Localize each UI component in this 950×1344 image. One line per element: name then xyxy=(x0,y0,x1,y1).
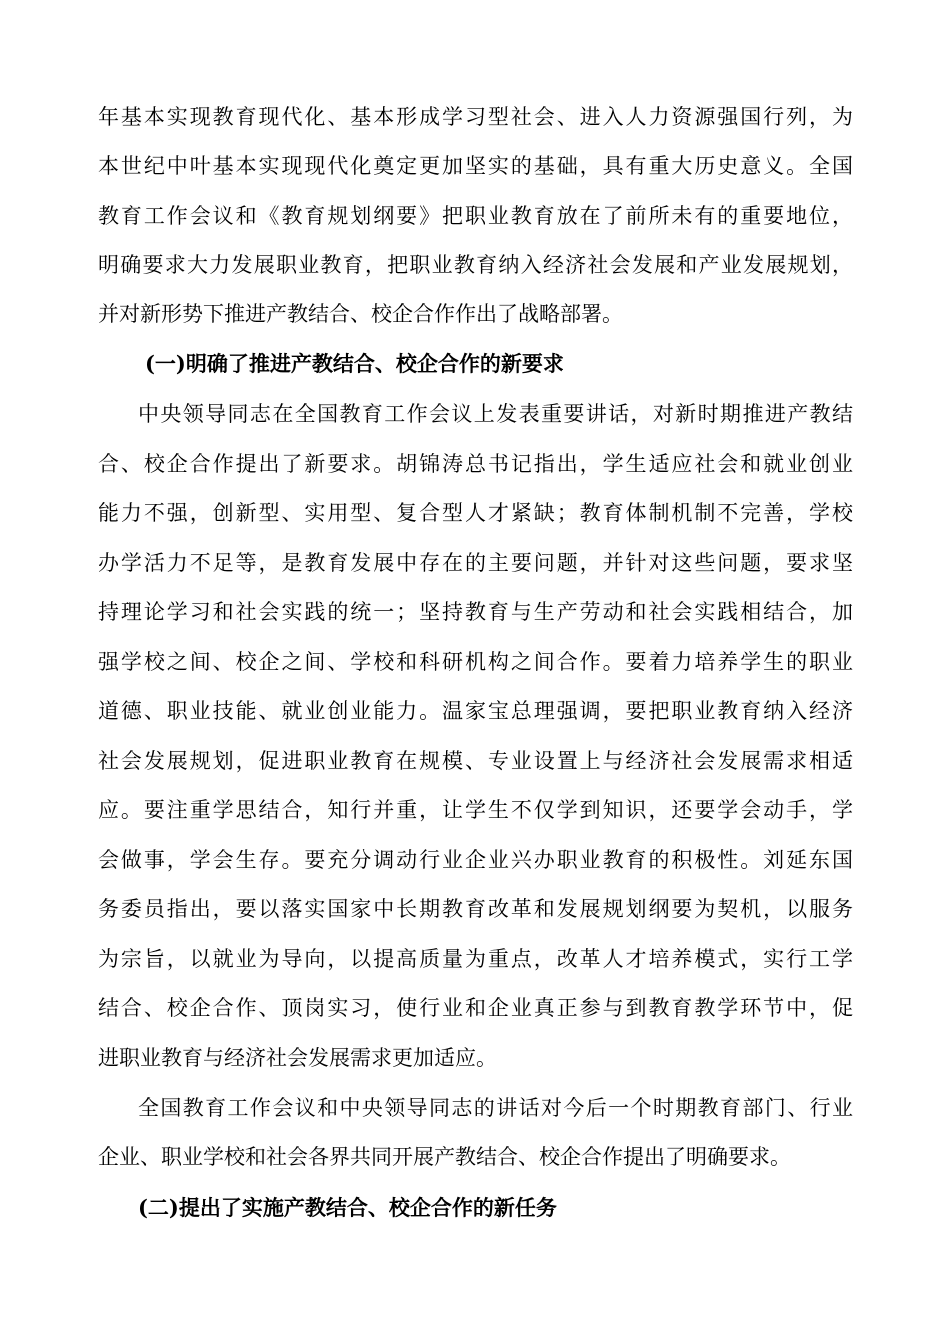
intro-line-2: 本世纪中叶基本实现现代化奠定更加坚实的基础，具有重大历史意义。全国 xyxy=(98,154,853,178)
intro-line-1: 年基本实现教育现代化、基本形成学习型社会、进入人力资源强国行列，为 xyxy=(98,105,853,129)
para2-line-2: 企业、职业学校和社会各界共同开展产教结合、校企合作提出了明确要求。 xyxy=(98,1145,791,1169)
para1-line-1: 中央领导同志在全国教育工作会议上发表重要讲话，对新时期推进产教结 xyxy=(138,402,853,426)
para1-line-7: 道德、职业技能、就业创业能力。温家宝总理强调，要把职业教育纳入经济 xyxy=(98,699,853,723)
para1-line-11: 务委员指出，要以落实国家中长期教育改革和发展规划纲要为契机，以服务 xyxy=(98,897,853,921)
section-heading-2: (二)提出了实施产教结合、校企合作的新任务 xyxy=(138,1195,557,1220)
intro-line-3: 教育工作会议和《教育规划纲要》把职业教育放在了前所未有的重要地位， xyxy=(98,204,853,228)
para1-line-8: 社会发展规划，促进职业教育在规模、专业设置上与经济社会发展需求相适 xyxy=(98,749,853,773)
para1-line-13: 结合、校企合作、顶岗实习，使行业和企业真正参与到教育教学环节中，促 xyxy=(98,996,853,1020)
para1-line-9: 应。要注重学思结合，知行并重，让学生不仅学到知识，还要学会动手，学 xyxy=(98,798,853,822)
section-heading-1: (一)明确了推进产教结合、校企合作的新要求 xyxy=(145,351,564,376)
para2-line-1: 全国教育工作会议和中央领导同志的讲话对今后一个时期教育部门、行业 xyxy=(138,1096,853,1120)
para1-line-10: 会做事，学会生存。要充分调动行业企业兴办职业教育的积极性。刘延东国 xyxy=(98,848,853,872)
para1-line-14: 进职业教育与经济社会发展需求更加适应。 xyxy=(98,1046,497,1070)
para1-line-2: 合、校企合作提出了新要求。胡锦涛总书记指出，学生适应社会和就业创业 xyxy=(98,452,853,476)
para1-line-12: 为宗旨，以就业为导向，以提高质量为重点，改革人才培养模式，实行工学 xyxy=(98,947,853,971)
para1-line-3: 能力不强，创新型、实用型、复合型人才紧缺；教育体制机制不完善，学校 xyxy=(98,501,853,525)
para1-line-6: 强学校之间、校企之间、学校和科研机构之间合作。要着力培养学生的职业 xyxy=(98,650,853,674)
para1-line-4: 办学活力不足等，是教育发展中存在的主要问题，并针对这些问题，要求坚 xyxy=(98,551,853,575)
intro-line-5: 并对新形势下推进产教结合、校企合作作出了战略部署。 xyxy=(98,302,623,326)
intro-line-4: 明确要求大力发展职业教育，把职业教育纳入经济社会发展和产业发展规划， xyxy=(98,253,853,277)
para1-line-5: 持理论学习和社会实践的统一；坚持教育与生产劳动和社会实践相结合，加 xyxy=(98,600,853,624)
